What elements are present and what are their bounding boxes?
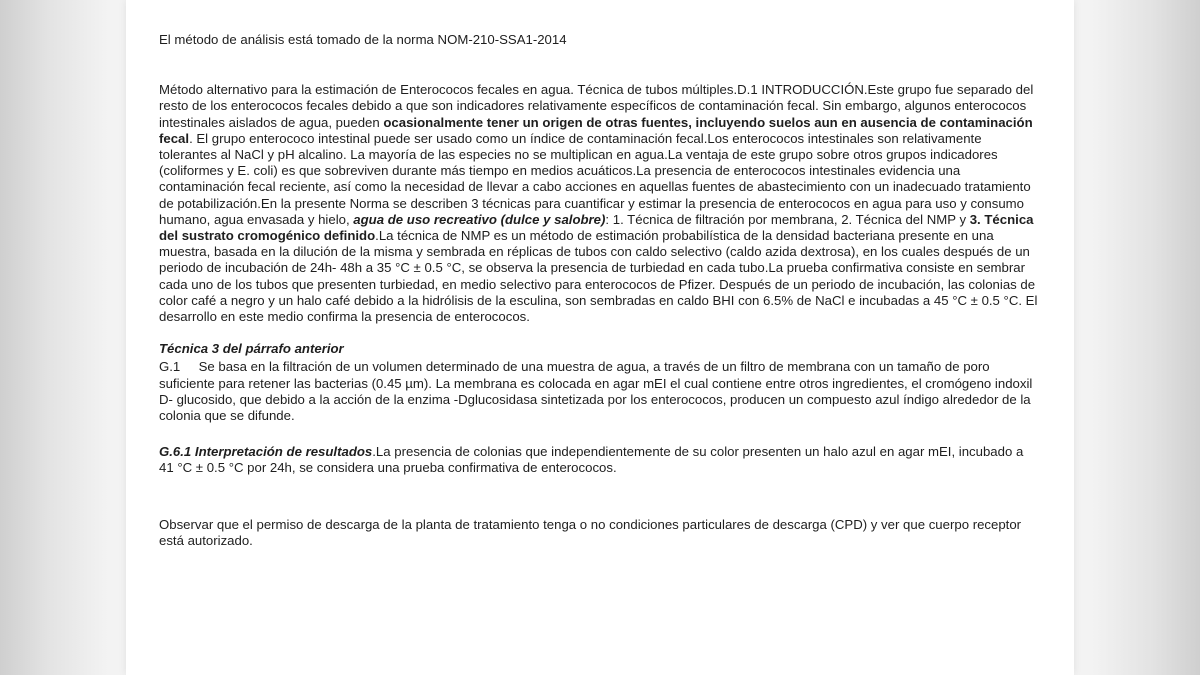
g61-paragraph (159, 444, 1039, 476)
g61-text: .La presencia de colonias que independientemente de su color presenten un halo azul en agar mEI, incubado a 41 °C ± 0.5 °C por 24h, se considera una prueba confirmativa de enterococos. (159, 444, 1024, 476)
intro-text-3: : 1. Técnica de filtración por membrana, 2. Técnica del NMP y (605, 211, 970, 227)
technique-3-heading: Técnica 3 del párrafo anterior (159, 341, 344, 357)
norm-reference: El método de análisis está tomado de la norma NOM-210-SSA1-2014 (159, 32, 567, 47)
g1-paragraph (159, 359, 1039, 424)
document-content (159, 32, 1039, 549)
intro-text-1: Método alternativo para la estimación de Enterococos fecales en agua. Técnica de tubos múltiples.D.1 INTRODUCCIÓN.Este grupo fue separado del resto de los enterococos fecales debido a que son indicadores relativamente específicos de contaminación fecal. Sin embargo, algunos enterococos intestinales aislados de agua, pueden (159, 82, 1034, 130)
intro-text-2: . El grupo enterococo intestinal puede ser usado como un índice de contaminación fecal.Los enterococos intestinales son relativamente tolerantes al NaCl y pH alcalino. La mayoría de las especies no se multiplican en agua.La ventaja de este grupo sobre otros grupos indicadores (coliformes y E. coli) es que sobreviven durante más tiempo en medios acuáticos.La presencia de enterococos intestinales evidencia una contaminación fecal reciente, así como la necesidad de llevar a cabo acciones en aquellas fuentes de abastecimiento con un inadecuado tratamiento de potabilización.En la presente Norma se describen 3 técnicas para cuantificar y estimar la presencia de enterococos en agua para uso y consumo humano, agua envasada y hielo, (159, 130, 1031, 227)
intro-bold-italic-recreational: agua de uso recreativo (dulce y salobre) (353, 211, 606, 227)
intro-bold-origin: ocasionalmente tener un origen de otras fuentes, incluyendo suelos aun en ausencia de contaminación fecal (159, 114, 1033, 146)
final-paragraph: Observar que el permiso de descarga de la planta de tratamiento tenga o no condiciones particulares de descarga (CPD) y ver que cuerpo receptor está autorizado. (159, 516, 1022, 548)
document-page (126, 0, 1074, 675)
g1-text: Se basa en la filtración de un volumen determinado de una muestra de agua, a través de un filtro de membrana con un tamaño de poro suficiente para retener las bacterias (0.45 µm). La membrana es colocada en agar mEI el cual contiene entre otros ingredientes, el cromógeno indoxil D- glucosido, que debido a la acción de la enzima -Dglucosidasa sintetizada por los enterococos, producen un compuesto azul índigo alrededor de la colonia que se difunde. (159, 359, 1033, 424)
g61-heading: G.6.1 Interpretación de resultados (159, 444, 373, 460)
intro-bold-technique-3: 3. Técnica del sustrato cromogénico definido (159, 211, 1034, 244)
intro-text-4: .La técnica de NMP es un método de estimación probabilística de la densidad bacteriana presente en una muestra, basada en la dilución de la misma y sembrada en réplicas de tubos con caldo selectivo (caldo azida dextrosa), en los cuales después de un periodo de incubación de 24h- 48h a 35 °C ± 0.5 °C, se observa la presencia de turbiedad en cada tubo.La prueba confirmativa consiste en sembrar cada uno de los tubos que presenten turbiedad, en medio selectivo para enterococos de Pfizer. Después de un periodo de incubación, las colonias de color café a negro y un halo café debido a la hidrólisis de la esculina, son sembradas en caldo BHI con 6.5% de NaCl e incubadas a 45 °C ± 0.5 °C. El desarrollo en este medio confirma la presencia de enterococos. (159, 228, 1038, 325)
intro-paragraph (159, 82, 1039, 325)
g1-label: G.1 (159, 359, 181, 375)
